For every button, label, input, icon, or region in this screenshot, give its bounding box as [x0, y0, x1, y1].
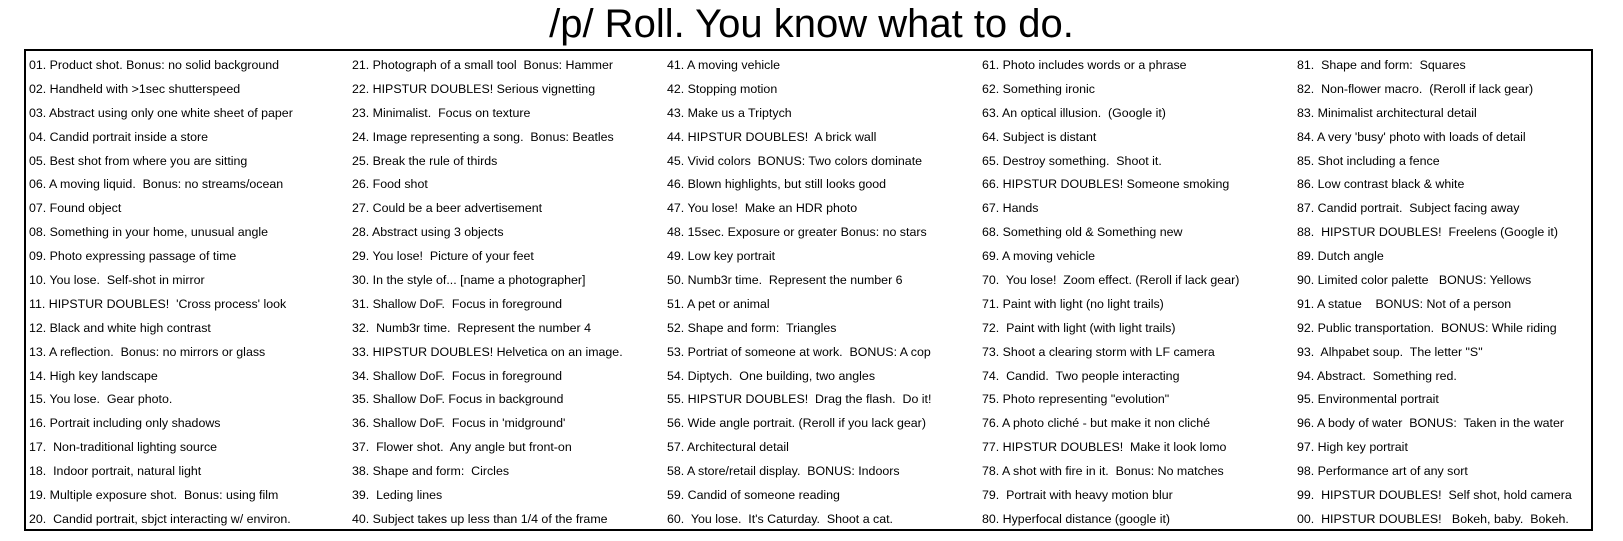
list-item: 39. Leding lines: [352, 488, 443, 503]
list-item: 25. Break the rule of thirds: [352, 153, 498, 168]
list-item: 53. Portriat of someone at work. BONUS: A cop: [667, 344, 931, 359]
list-item: 69. A moving vehicle: [982, 249, 1095, 264]
list-item: 68. Something old & Something new: [982, 225, 1183, 240]
list-item: 70. You lose! Zoom effect. (Reroll if lack gear): [982, 273, 1240, 288]
list-item: 54. Diptych. One building, two angles: [667, 368, 876, 383]
roll-column-4: [982, 54, 1296, 532]
list-item: 47. You lose! Make an HDR photo: [667, 201, 858, 216]
list-item: 02. Handheld with >1sec shutterspeed: [29, 81, 241, 96]
list-item: 36. Shallow DoF. Focus in 'midground': [352, 416, 566, 431]
list-item: 81. Shape and form: Squares: [1297, 58, 1466, 72]
list-item: 01. Product shot. Bonus: no solid background: [29, 58, 280, 72]
list-item: 06. A moving liquid. Bonus: no streams/ocean: [29, 177, 284, 192]
list-item: 76. A photo cliché - but make it non cliché: [982, 416, 1210, 431]
list-item: 15. You lose. Gear photo.: [29, 392, 173, 407]
list-item: 18. Indoor portrait, natural light: [29, 464, 202, 479]
list-item: 50. Numb3r time. Represent the number 6: [667, 273, 903, 288]
list-item: 23. Minimalist. Focus on texture: [352, 105, 531, 120]
list-item: 77. HIPSTUR DOUBLES! Make it look lomo: [982, 440, 1227, 455]
list-item: 67. Hands: [982, 201, 1039, 216]
list-item: 89. Dutch angle: [1297, 249, 1384, 264]
list-item: 37. Flower shot. Any angle but front-on: [352, 440, 572, 455]
list-item: 80. Hyperfocal distance (google it): [982, 511, 1171, 526]
list-item: 78. A shot with fire in it. Bonus: No matches: [982, 464, 1224, 479]
list-item: 33. HIPSTUR DOUBLES! Helvetica on an image.: [352, 344, 623, 359]
list-item: 82. Non-flower macro. (Reroll if lack gear): [1297, 81, 1534, 96]
list-item: 75. Photo representing "evolution": [982, 392, 1170, 407]
list-item: 71. Paint with light (no light trails): [982, 296, 1164, 311]
list-item: 19. Multiple exposure shot. Bonus: using film: [29, 488, 279, 503]
list-item: 22. HIPSTUR DOUBLES! Serious vignetting: [352, 81, 596, 96]
list-item: 09. Photo expressing passage of time: [29, 249, 237, 264]
list-item: 43. Make us a Triptych: [667, 105, 792, 120]
list-item: 79. Portrait with heavy motion blur: [982, 488, 1173, 503]
list-item: 08. Something in your home, unusual angle: [29, 225, 269, 240]
list-item: 28. Abstract using 3 objects: [352, 225, 504, 240]
roll-list-table: [24, 49, 1593, 531]
list-item: 74. Candid. Two people interacting: [982, 368, 1180, 383]
list-item: 26. Food shot: [352, 177, 428, 192]
list-item: 00. HIPSTUR DOUBLES! Bokeh, baby. Bokeh.: [1297, 511, 1569, 526]
list-item: 83. Minimalist architectural detail: [1297, 105, 1477, 120]
list-item: 72. Paint with light (with light trails): [982, 320, 1176, 335]
list-item: 73. Shoot a clearing storm with LF camera: [982, 344, 1215, 359]
list-item: 14. High key landscape: [29, 368, 158, 383]
list-item: 49. Low key portrait: [667, 249, 776, 264]
list-item: 51. A pet or animal: [667, 296, 770, 311]
list-item: 93. Alhpabet soup. The letter "S": [1297, 344, 1483, 359]
list-item: 64. Subject is distant: [982, 129, 1097, 144]
list-item: 07. Found object: [29, 201, 122, 216]
list-item: 20. Candid portrait, sbjct interacting w/ environ.: [29, 511, 291, 526]
list-item: 31. Shallow DoF. Focus in foreground: [352, 296, 563, 311]
list-item: 46. Blown highlights, but still looks good: [667, 177, 887, 192]
list-item: 61. Photo includes words or a phrase: [982, 58, 1187, 72]
list-item: 34. Shallow DoF. Focus in foreground: [352, 368, 563, 383]
roll-column-3: [667, 54, 981, 532]
roll-column-5: [1297, 54, 1611, 532]
list-item: 97. High key portrait: [1297, 440, 1408, 455]
list-item: 24. Image representing a song. Bonus: Beatles: [352, 129, 614, 144]
list-item: 99. HIPSTUR DOUBLES! Self shot, hold camera: [1297, 488, 1572, 503]
list-item: 52. Shape and form: Triangles: [667, 320, 837, 335]
list-item: 27. Could be a beer advertisement: [352, 201, 543, 216]
list-item: 45. Vivid colors BONUS: Two colors dominate: [667, 153, 923, 168]
list-item: 35. Shallow DoF. Focus in background: [352, 392, 564, 407]
list-item: 60. You lose. It's Caturday. Shoot a cat.: [667, 511, 893, 526]
list-item: 29. You lose! Picture of your feet: [352, 249, 534, 264]
list-item: 12. Black and white high contrast: [29, 320, 211, 335]
list-item: 38. Shape and form: Circles: [352, 464, 510, 479]
list-item: 05. Best shot from where you are sitting: [29, 153, 248, 168]
list-item: 11. HIPSTUR DOUBLES! 'Cross process' look: [29, 296, 287, 311]
list-item: 16. Portrait including only shadows: [29, 416, 221, 431]
list-item: 62. Something ironic: [982, 81, 1095, 96]
list-item: 58. A store/retail display. BONUS: Indoors: [667, 464, 900, 479]
list-item: 56. Wide angle portrait. (Reroll if you lack gear): [667, 416, 926, 431]
list-item: 55. HIPSTUR DOUBLES! Drag the flash. Do it!: [667, 392, 932, 407]
list-item: 48. 15sec. Exposure or greater Bonus: no stars: [667, 225, 927, 240]
list-item: 42. Stopping motion: [667, 81, 778, 96]
list-item: 44. HIPSTUR DOUBLES! A brick wall: [667, 129, 877, 144]
list-item: 85. Shot including a fence: [1297, 153, 1440, 168]
page-title: /p/ Roll. You know what to do.: [549, 2, 1074, 46]
list-item: 63. An optical illusion. (Google it): [982, 105, 1166, 120]
list-item: 59. Candid of someone reading: [667, 488, 840, 503]
roll-column-2: [352, 54, 666, 532]
list-item: 10. You lose. Self-shot in mirror: [29, 273, 205, 288]
list-item: 21. Photograph of a small tool Bonus: Hammer: [352, 58, 614, 72]
list-item: 65. Destroy something. Shoot it.: [982, 153, 1162, 168]
list-item: 95. Environmental portrait: [1297, 392, 1439, 407]
list-item: 87. Candid portrait. Subject facing away: [1297, 201, 1520, 216]
list-item: 84. A very 'busy' photo with loads of detail: [1297, 129, 1526, 144]
list-item: 66. HIPSTUR DOUBLES! Someone smoking: [982, 177, 1230, 192]
list-item: 90. Limited color palette BONUS: Yellows: [1297, 273, 1532, 288]
list-item: 92. Public transportation. BONUS: While riding: [1297, 320, 1557, 335]
roll-column-1: [29, 54, 343, 532]
list-item: 57. Architectural detail: [667, 440, 789, 455]
list-item: 17. Non-traditional lighting source: [29, 440, 218, 455]
list-item: 86. Low contrast black & white: [1297, 177, 1465, 192]
list-item: 40. Subject takes up less than 1/4 of the frame: [352, 511, 608, 526]
list-item: 88. HIPSTUR DOUBLES! Freelens (Google it): [1297, 225, 1558, 240]
list-item: 98. Performance art of any sort: [1297, 464, 1468, 479]
list-item: 30. In the style of... [name a photographer]: [352, 273, 586, 288]
list-item: 41. A moving vehicle: [667, 58, 780, 72]
list-item: 03. Abstract using only one white sheet of paper: [29, 105, 293, 120]
list-item: 94. Abstract. Something red.: [1297, 368, 1457, 383]
list-item: 04. Candid portrait inside a store: [29, 129, 209, 144]
list-item: 91. A statue BONUS: Not of a person: [1297, 296, 1512, 311]
list-item: 13. A reflection. Bonus: no mirrors or glass: [29, 344, 266, 359]
list-item: 32. Numb3r time. Represent the number 4: [352, 320, 591, 335]
list-item: 96. A body of water BONUS: Taken in the water: [1297, 416, 1565, 431]
